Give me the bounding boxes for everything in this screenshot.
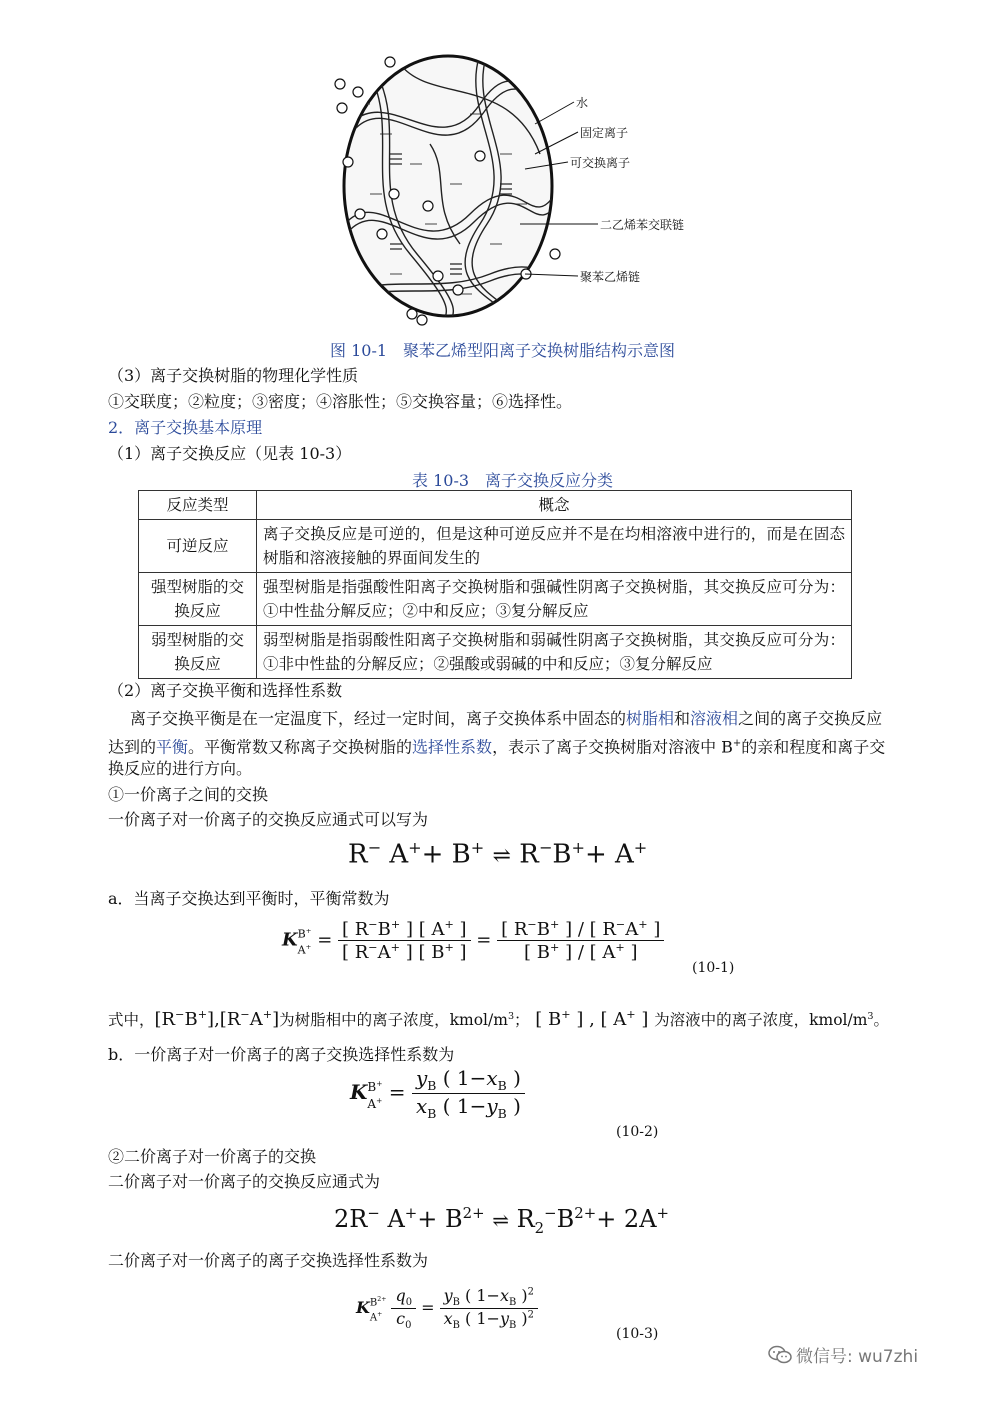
- where-text: 式中，[R−B+],[R−A+]为树脂相中的离子浓度，kmol/$m^3$； [ B+ ] , [ A+ ] 为溶液中的离子浓度，kmol/$m^3$。: [108, 1008, 890, 1030]
- wechat-watermark: [768, 1342, 918, 1370]
- wechat-icon: [768, 1345, 792, 1370]
- term-selectivity-coefficient: 选择性系数: [412, 737, 493, 757]
- resin-structure-diagram: [330, 44, 710, 340]
- section2-heading: （2）离子交换平衡和选择性系数: [108, 681, 343, 700]
- para-text: 和: [674, 709, 691, 728]
- section3-properties: ①交联度；②粒度；③密度；④溶胀性；⑤交换容量；⑥选择性。: [108, 392, 573, 411]
- label-exchangeable-ion: 可交换离子: [570, 156, 631, 170]
- table-cell-desc: 弱型树脂是指弱酸性阳离子交换树脂和弱碱性阴离子交换树脂，其交换反应可分为：①非中性盐的分解反应；②强酸或弱碱的中和反应；③复分解反应: [257, 626, 852, 679]
- item2-heading: ②二价离子对一价离子的交换: [108, 1147, 317, 1166]
- equation-number-10-1: (10-1): [692, 960, 735, 976]
- para-text: 离子交换平衡是在一定温度下，经过一定时间，离子交换体系中固态的: [130, 709, 627, 728]
- watermark-text: 微信号: wu7zhi: [796, 1347, 919, 1367]
- equilibrium-para-line1: [130, 708, 882, 730]
- term-equilibrium: 平衡: [156, 737, 189, 757]
- table-cell-desc: 离子交换反应是可逆的，但是这种可逆反应并不是在均相溶液中进行的，而是在固态树脂和溶液接触的界面间发生的: [257, 520, 852, 573]
- table-header-concept: 概念: [257, 491, 852, 520]
- equilibrium-para-line3: 换反应的进行方向。: [108, 759, 253, 778]
- term-solution-phase: 溶液相: [690, 709, 739, 728]
- label-dvb-chain: 二乙烯苯交联链: [600, 218, 685, 232]
- item1-desc: 一价离子对一价离子的交换反应通式可以写为: [108, 810, 429, 829]
- where-text-part: 。: [873, 1011, 890, 1029]
- table-row: [139, 573, 852, 626]
- ion-exchange-table: [138, 490, 852, 679]
- table-cell-type: 弱型树脂的交换反应: [139, 626, 257, 679]
- principle-heading: 2．离子交换基本原理: [108, 418, 263, 437]
- table-header-type: 反应类型: [139, 491, 257, 520]
- label-ps-chain: 聚苯乙烯链: [580, 270, 641, 284]
- term-resin-phase: 树脂相: [626, 709, 675, 728]
- label-water: 水: [576, 96, 589, 110]
- where-text-part: ；: [514, 1011, 530, 1029]
- para-text: 之间的离子交换反应: [738, 709, 883, 728]
- principle-sub1: （1）离子交换反应（见表 10-3）: [108, 444, 352, 463]
- table-row: [139, 626, 852, 679]
- para-text: 的亲和程度和离子交: [741, 737, 886, 757]
- where-text-part: 为树脂相中的离子浓度，kmol/m: [279, 1011, 508, 1029]
- label-fixed-ion: 固定离子: [580, 126, 629, 140]
- para-text: 达到的: [108, 737, 157, 757]
- para-text: 。平衡常数又称离子交换树脂的: [188, 737, 413, 757]
- para-text: ，表示了离子交换树脂对溶液中 B: [492, 737, 733, 757]
- text-a: a．当离子交换达到平衡时，平衡常数为: [108, 889, 390, 908]
- table-header-row: [139, 491, 852, 520]
- item2-selectivity: 二价离子对一价离子的离子交换选择性系数为: [108, 1251, 429, 1270]
- superscript-plus: +: [732, 738, 742, 749]
- item2-desc: 二价离子对一价离子的交换反应通式为: [108, 1172, 381, 1191]
- reaction-monovalent: R− A++ B+ ⇌ R−B++ A+: [348, 838, 648, 870]
- equation-number-10-3: (10-3): [616, 1326, 659, 1342]
- table-row: [139, 520, 852, 573]
- table-caption: 表 10-3 离子交换反应分类: [412, 471, 614, 490]
- equation-number-10-2: (10-2): [616, 1124, 659, 1140]
- table-cell-type: 可逆反应: [139, 520, 257, 573]
- equation-10-2: K B+ A+ = $\frac{y_B ( 1-x_B )}{x_B ( 1-y_B )}$: [350, 1066, 525, 1121]
- equilibrium-para-line2: [108, 733, 885, 758]
- equation-10-3: K $B^{2+}$ A+ $\frac{q_0}{c_0}$ = $\frac{y_B ( 1-x_B )^2}{x_B ( 1-y_B )^2}$: [356, 1286, 538, 1331]
- section3-heading: （3）离子交换树脂的物理化学性质: [108, 366, 359, 385]
- table-cell-type: 强型树脂的交换反应: [139, 573, 257, 626]
- reaction-divalent: 2R− $A^++ B^{2+}$ ⇌ $R_2^-B^{2+}+ 2A^+$: [334, 1204, 669, 1237]
- where-text-part: 为溶液中的离子浓度，kmol/m: [654, 1011, 868, 1029]
- equation-10-1: K B+ A+ = $\frac{[ R^-B^+ ] [ A^+ ]}{[ R^-A^+ ] [ B^+ ]}$ = $\frac{[ R^-B^+ ] / [ R^-A^+ ]}{[ B^+ ] / [ A^+ ]}$: [282, 918, 664, 963]
- item1-heading: ①一价离子之间的交换: [108, 785, 269, 804]
- figure-caption: 图 10-1 聚苯乙烯型阳离子交换树脂结构示意图: [330, 341, 676, 360]
- where-text-part: 式中，: [108, 1011, 155, 1029]
- table-cell-desc: 强型树脂是指强酸性阳离子交换树脂和强碱性阴离子交换树脂，其交换反应可分为：①中性盐分解反应；②中和反应；③复分解反应: [257, 573, 852, 626]
- resin-structure-figure: [330, 44, 710, 340]
- text-b: b．一价离子对一价离子的离子交换选择性系数为: [108, 1045, 455, 1064]
